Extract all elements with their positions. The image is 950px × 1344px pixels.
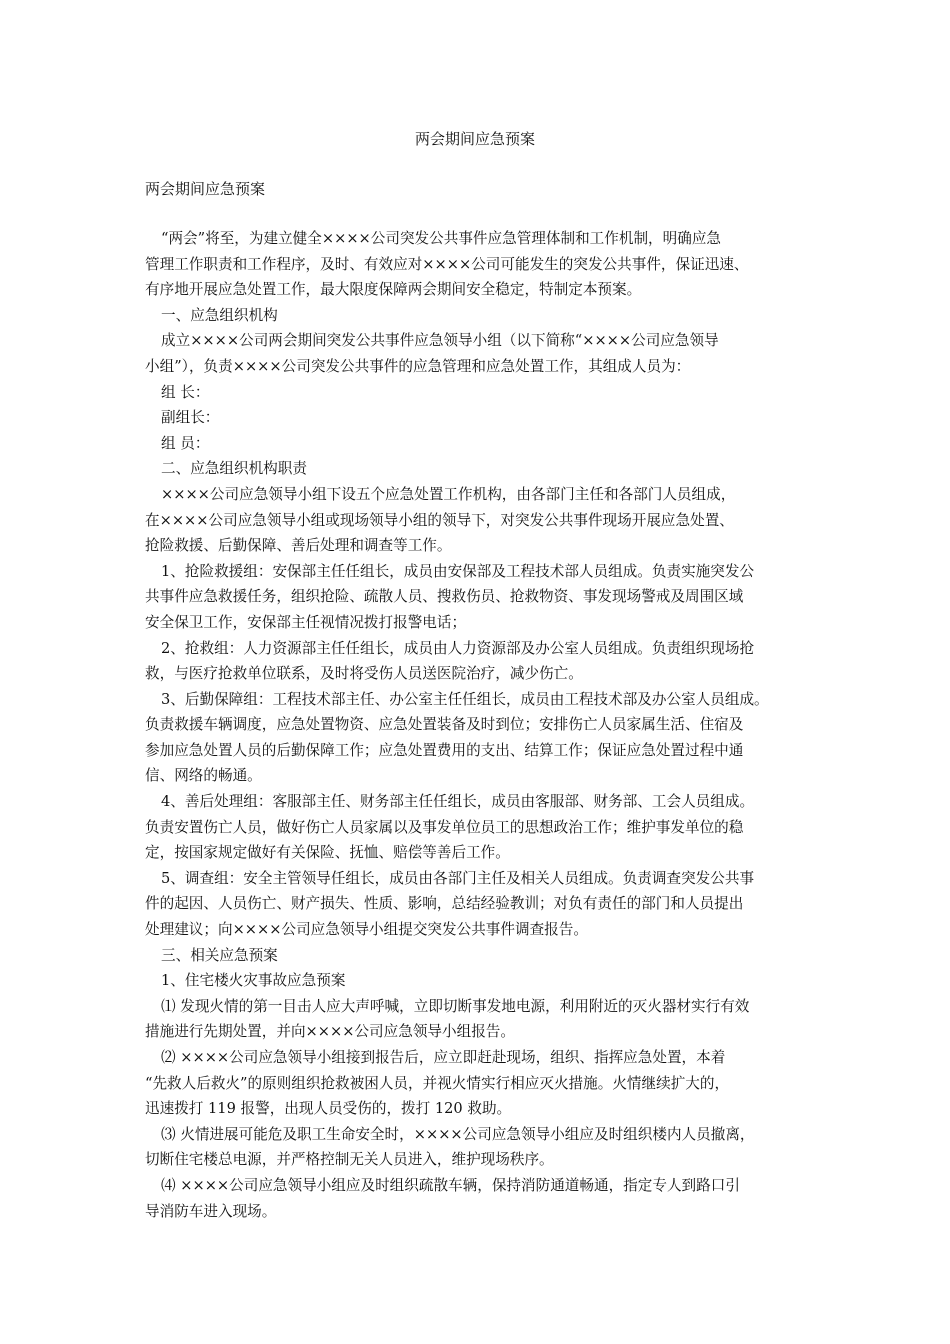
text-line: 4、善后处理组：客服部主任、财务部主任任组长，成员由客服部、财务部、工会人员组成。 bbox=[161, 793, 755, 811]
document-body bbox=[145, 226, 825, 1224]
text-line: 措施进行先期处置，并向××××公司应急领导小组报告。 bbox=[145, 1023, 515, 1041]
text-line: 处理建议；向××××公司应急领导小组提交突发公共事件调查报告。 bbox=[145, 921, 588, 939]
text-line: 小组”），负责××××公司突发公共事件的应急管理和应急处置工作，其组成人员为： bbox=[145, 357, 691, 375]
text-line: 救，与医疗抢救单位联系，及时将受伤人员送医院治疗，减少伤亡。 bbox=[145, 665, 583, 683]
text-line: ××××公司应急领导小组下设五个应急处置工作机构，由各部门主任和各部门人员组成， bbox=[161, 485, 736, 503]
text-line: 副组长： bbox=[161, 409, 220, 427]
text-line: ⑶ 火情进展可能危及职工生命安全时，××××公司应急领导小组应及时组织楼内人员撤离， bbox=[161, 1125, 755, 1143]
text-line: 参加应急处置人员的后勤保障工作；应急处置费用的支出、结算工作；保证应急处置过程中通 bbox=[145, 741, 744, 759]
text-line: 一、应急组织机构 bbox=[161, 306, 278, 324]
text-line: 1、住宅楼火灾事故应急预案 bbox=[161, 972, 346, 990]
text-line: ⑴ 发现火情的第一目击人应大声呼喊，立即切断事发地电源，利用附近的灭火器材实行有效 bbox=[161, 997, 750, 1015]
text-line: 1、抢险救援组：安保部主任任组长，成员由安保部及工程技术部人员组成。负责实施突发公 bbox=[161, 562, 755, 580]
document-subtitle: 两会期间应急预案 bbox=[145, 180, 266, 198]
text-line: 成立××××公司两会期间突发公共事件应急领导小组（以下简称“××××公司应急领导 bbox=[161, 332, 719, 350]
text-line: 2、抢救组：人力资源部主任任组长，成员由人力资源部及办公室人员组成。负责组织现场抢 bbox=[161, 639, 755, 657]
text-line: 组 员： bbox=[161, 434, 210, 452]
text-line: 负责安置伤亡人员，做好伤亡人员家属以及事发单位员工的思想政治工作；维护事发单位的稳 bbox=[145, 818, 744, 836]
document-title: 两会期间应急预案 bbox=[414, 130, 535, 148]
text-line: “两会”将至，为建立健全××××公司突发公共事件应急管理体制和工作机制，明确应急 bbox=[161, 230, 722, 247]
text-line: 负责救援车辆调度，应急处置物资、应急处置装备及时到位；安排伤亡人员家属生活、住宿及 bbox=[145, 716, 744, 734]
text-line: 安全保卫工作，安保部主任视情况拨打报警电话； bbox=[145, 613, 467, 631]
text-line: ⑵ ××××公司应急领导小组接到报告后，应立即赶赴现场，组织、指挥应急处置，本着 bbox=[161, 1049, 726, 1066]
text-line: 5、调查组：安全主管领导任组长，成员由各部门主任及相关人员组成。负责调查突发公共事 bbox=[161, 869, 755, 887]
text-line: 共事件应急救援任务，组织抢险、疏散人员、搜救伤员、抢救物资、事发现场警戒及周围区域 bbox=[145, 588, 744, 606]
text-line: 抢险救援、后勤保障、善后处理和调查等工作。 bbox=[145, 537, 452, 555]
text-line: 迅速拨打 119 报警，出现人员受伤的，拨打 120 救助。 bbox=[145, 1100, 512, 1118]
text-line: 定，按国家规定做好有关保险、抚恤、赔偿等善后工作。 bbox=[145, 844, 510, 862]
text-line: 有序地开展应急处置工作，最大限度保障两会期间安全稳定，特制定本预案。 bbox=[145, 281, 642, 299]
text-line: 二、应急组织机构职责 bbox=[161, 460, 307, 478]
text-line: 管理工作职责和工作程序，及时、有效应对××××公司可能发生的突发公共事件，保证迅速、 bbox=[145, 255, 749, 273]
text-line: 三、相关应急预案 bbox=[161, 946, 278, 964]
text-line: 组 长： bbox=[161, 383, 210, 401]
text-line: ⑷ ××××公司应急领导小组应及时组织疏散车辆，保持消防通道畅通，指定专人到路口引 bbox=[161, 1176, 740, 1194]
text-line: 3、后勤保障组：工程技术部主任、办公室主任任组长，成员由工程技术部及办公室人员组成。 bbox=[161, 690, 769, 708]
text-line: 件的起因、人员伤亡、财产损失、性质、影响，总结经验教训；对负有责任的部门和人员提出 bbox=[145, 895, 744, 913]
text-line: 切断住宅楼总电源，并严格控制无关人员进入，维护现场秩序。 bbox=[145, 1151, 554, 1169]
text-line: 信、网络的畅通。 bbox=[145, 767, 262, 785]
text-line: 在××××公司应急领导小组或现场领导小组的领导下，对突发公共事件现场开展应急处置、 bbox=[145, 511, 734, 529]
text-line: 导消防车进入现场。 bbox=[145, 1202, 277, 1220]
text-line: “先救人后救火”的原则组织抢救被困人员，并视火情实行相应灭火措施。火情继续扩大的， bbox=[145, 1074, 730, 1092]
